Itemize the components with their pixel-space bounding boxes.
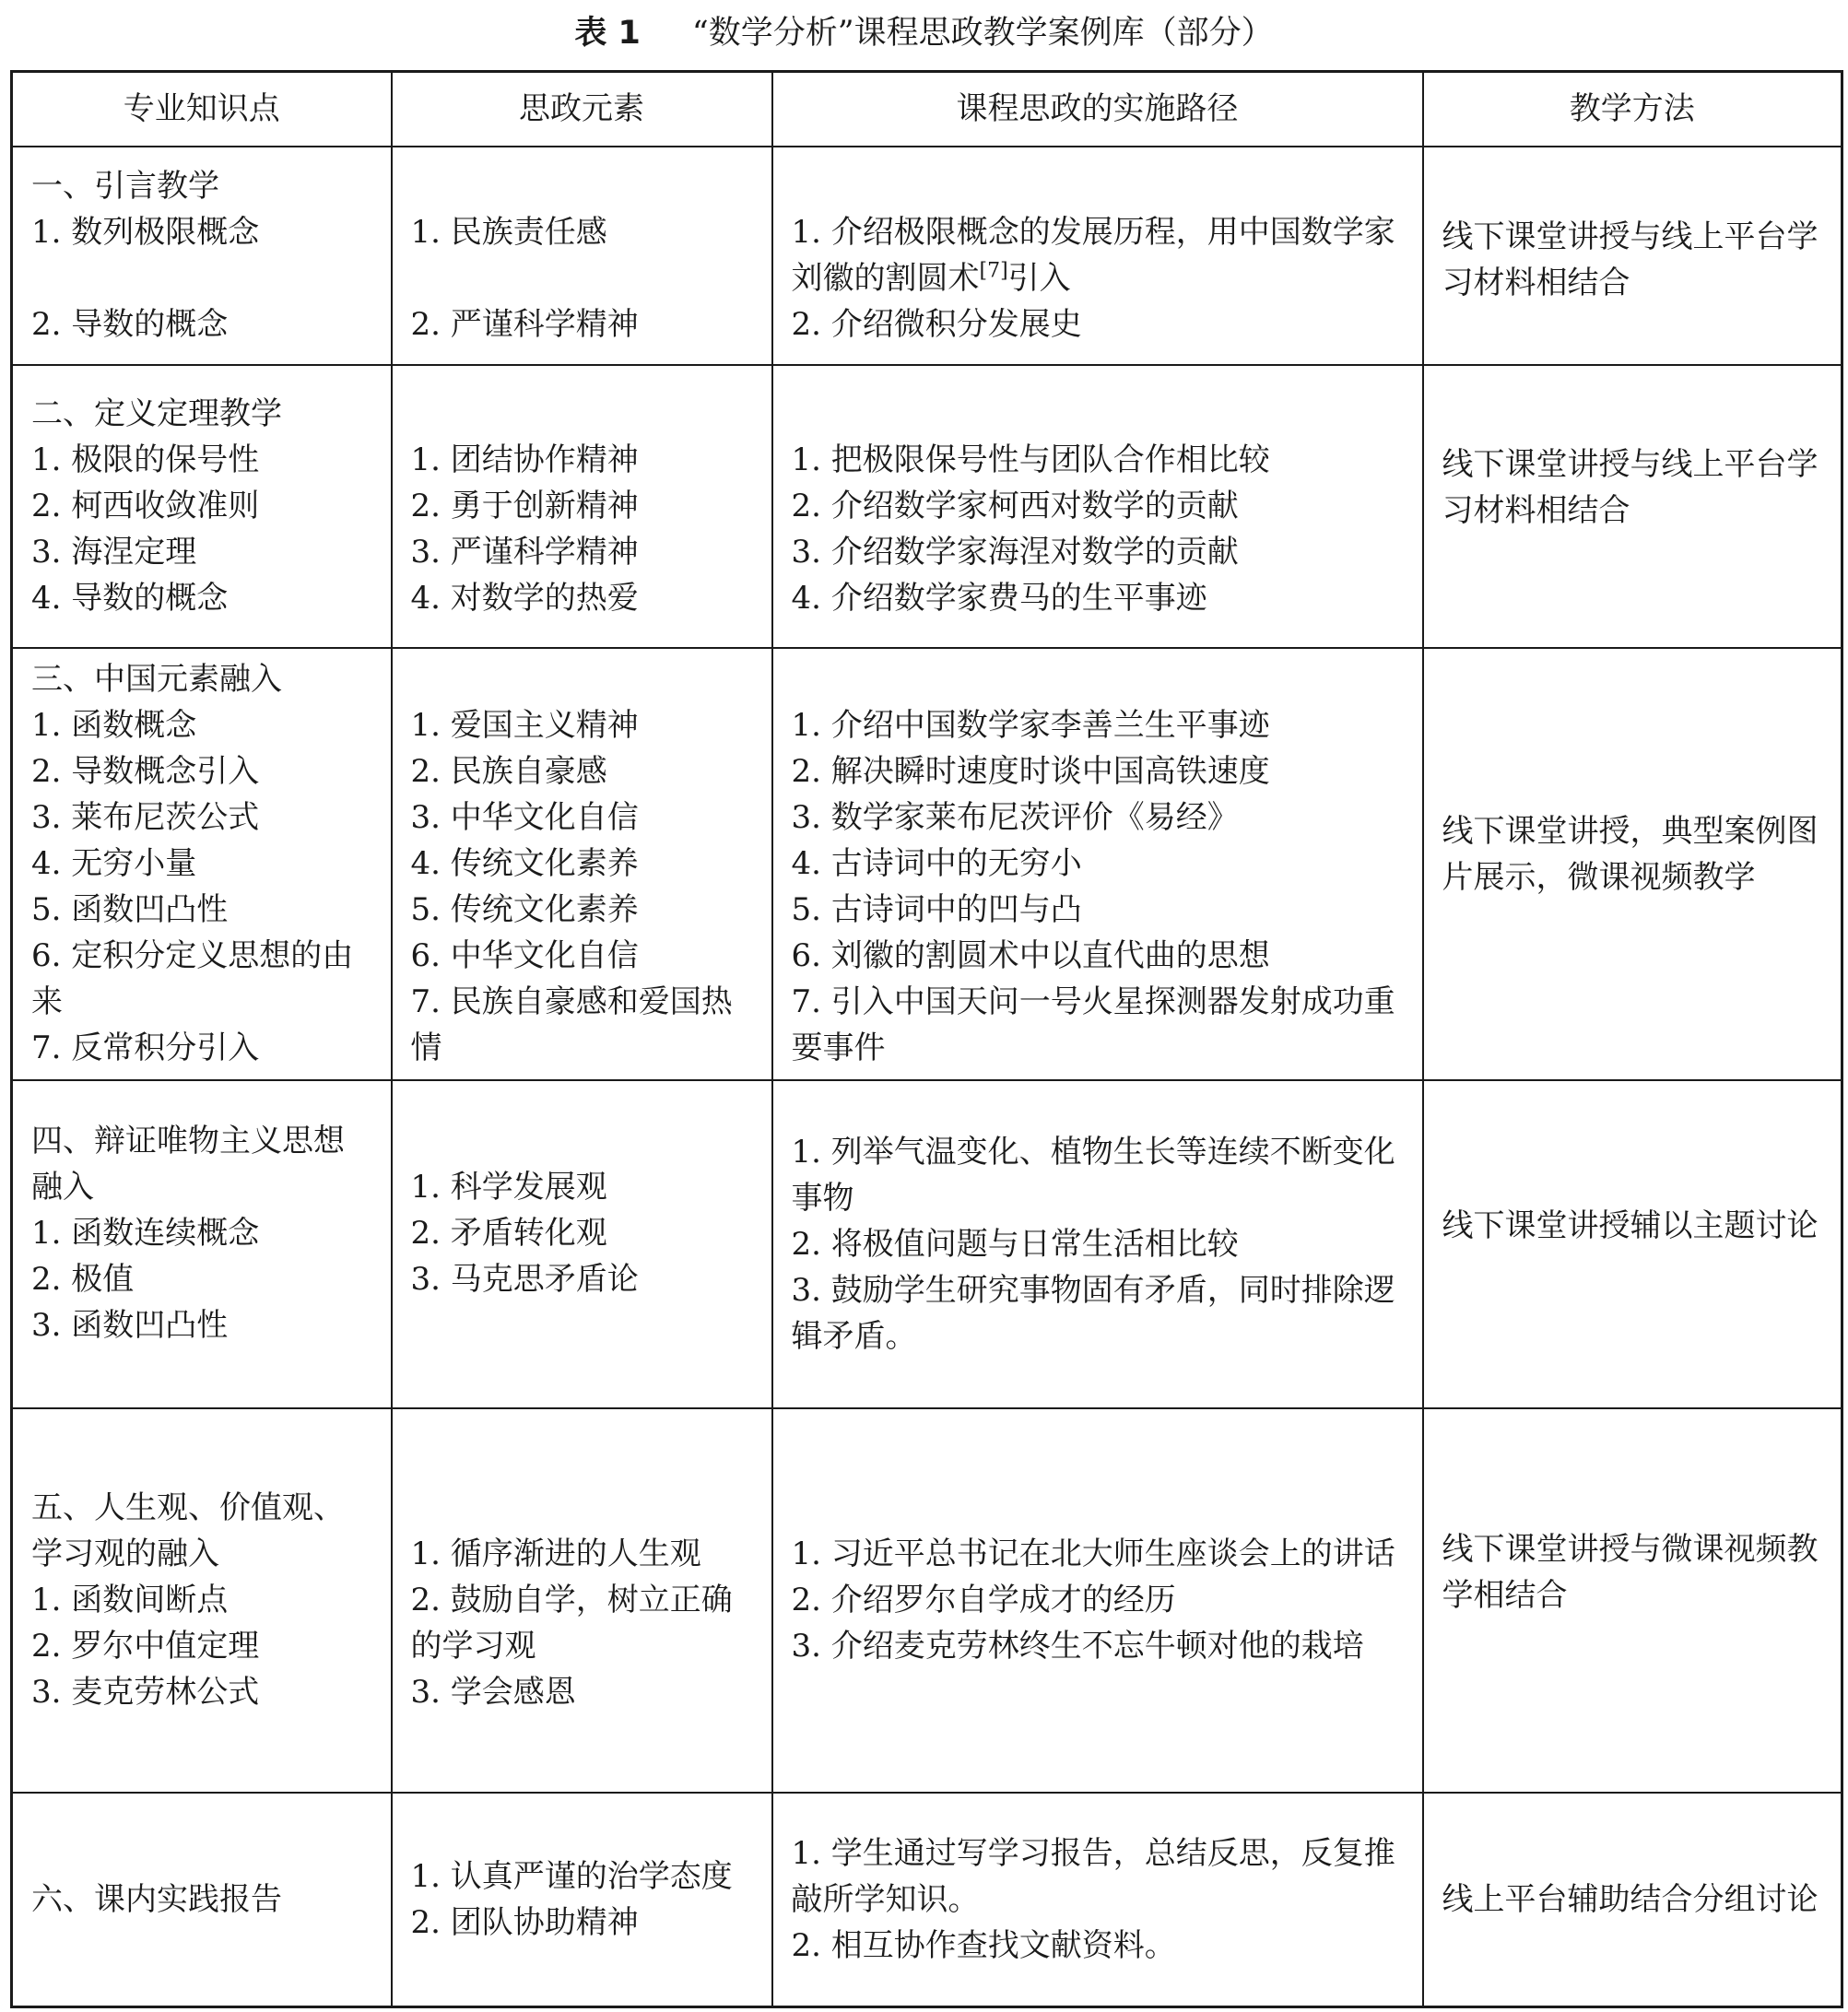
path-line: 6. 刘徽的割圆术中以直代曲的思想 [791,937,1270,974]
element-line: 2. 严谨科学精神 [410,306,639,343]
path-line: 3. 介绍数学家海涅对数学的贡献 [791,534,1239,571]
knowledge-line: 1. 数列极限概念 [31,214,260,251]
knowledge-line: 6. 定积分定义思想的由来 [31,937,354,1020]
path-line: 2. 介绍数学家柯西对数学的贡献 [791,488,1239,524]
path-line: 2. 将极值问题与日常生活相比较 [791,1225,1239,1263]
knowledge-line: 3. 函数凹凸性 [31,1306,229,1344]
header-row [12,72,1842,147]
element-line: 7. 民族自豪感和爱国热情 [410,983,733,1066]
knowledge-line: 六、课内实践报告 [31,1880,282,1918]
path-line: 4. 介绍数学家费马的生平事迹 [791,580,1207,617]
knowledge-cell [12,648,392,1080]
method-text: 线下课堂讲授，典型案例图片展示，微课视频教学 [1442,813,1819,896]
knowledge-line: 1. 函数间断点 [31,1582,229,1618]
table-row [12,147,1842,365]
element-line: 2. 民族自豪感 [410,753,607,790]
knowledge-line: 五、人生观、价值观、学习观的融入 [31,1489,345,1572]
method-cell [1423,365,1842,648]
method-cell [1423,1408,1842,1793]
citation-ref: [7] [979,259,1008,283]
knowledge-cell [12,147,392,365]
method-text: 线上平台辅助结合分组讨论 [1442,1880,1819,1918]
path-line: 7. 引入中国天问一号火星探测器发射成功重要事件 [791,983,1395,1066]
knowledge-line: 2. 导数概念引入 [31,753,260,790]
method-cell [1423,147,1842,365]
elements-cell [392,147,772,365]
knowledge-cell [12,1793,392,2007]
knowledge-line: 2. 导数的概念 [31,306,229,343]
knowledge-line: 四、辩证唯物主义思想融入 [31,1122,345,1206]
method-text: 线下课堂讲授与线上平台学习材料相结合 [1442,446,1819,529]
element-line: 5. 传统文化素养 [410,891,639,928]
element-line: 2. 矛盾转化观 [410,1214,607,1252]
knowledge-line: 2. 罗尔中值定理 [31,1628,260,1665]
paths-cell [772,1793,1423,2007]
paths-cell [772,648,1423,1080]
paths-cell [772,365,1423,648]
table-title: “数学分析”课程思政教学案例库（部分） [691,15,1274,52]
path-line: 3. 鼓励学生研究事物固有矛盾，同时排除逻辑矛盾。 [791,1271,1395,1355]
knowledge-line: 7. 反常积分引入 [31,1030,260,1066]
table-row [12,648,1842,1080]
table-row [12,365,1842,648]
path-line: 3. 介绍麦克劳林终生不忘牛顿对他的栽培 [791,1628,1364,1665]
knowledge-line: 3. 莱布尼茨公式 [31,799,260,836]
element-line: 3. 学会感恩 [410,1674,576,1711]
path-line: 1. 习近平总书记在北大师生座谈会上的讲话 [791,1535,1395,1572]
knowledge-line: 4. 导数的概念 [31,580,229,617]
path-line: 5. 古诗词中的凹与凸 [791,891,1082,928]
path-line: 1. 列举气温变化、植物生长等连续不断变化事物 [791,1133,1395,1217]
element-line: 2. 鼓励自学，树立正确的学习观 [410,1582,733,1665]
path-line: 1. 学生通过写学习报告，总结反思，反复推敲所学知识。 [791,1834,1395,1918]
header-knowledge: 专业知识点 [12,72,392,147]
knowledge-line: 1. 函数连续概念 [31,1214,260,1252]
path-line: 2. 相互协作查找文献资料。 [791,1926,1176,1964]
table-caption [0,7,1848,59]
element-line: 1. 循序渐进的人生观 [410,1535,701,1572]
knowledge-line: 二、定义定理教学 [31,395,282,432]
table-label: 表 1 [574,15,641,52]
path-line: 1. 介绍中国数学家李善兰生平事迹 [791,707,1270,744]
knowledge-cell [12,1408,392,1793]
path-line: 2. 介绍罗尔自学成才的经历 [791,1582,1176,1618]
element-line: 2. 勇于创新精神 [410,488,639,524]
knowledge-cell [12,365,392,648]
method-text: 线下课堂讲授与微课视频教学相结合 [1442,1531,1819,1614]
knowledge-line: 3. 麦克劳林公式 [31,1674,260,1711]
knowledge-line: 三、中国元素融入 [31,661,282,698]
header-method: 教学方法 [1423,72,1842,147]
elements-cell [392,365,772,648]
header-elements: 思政元素 [392,72,772,147]
method-text: 线下课堂讲授与线上平台学习材料相结合 [1442,218,1819,301]
path-line [792,163,1404,301]
paths-cell [772,1080,1423,1408]
knowledge-cell [12,1080,392,1408]
element-line: 1. 民族责任感 [410,214,607,251]
elements-cell [392,1080,772,1408]
element-line: 1. 科学发展观 [410,1168,607,1206]
table-row [12,1793,1842,2007]
path-line: 3. 数学家莱布尼茨评价《易经》 [791,799,1239,836]
case-library-table [10,70,1843,2008]
path-line: 2. 解决瞬时速度时谈中国高铁速度 [791,753,1270,790]
method-cell [1423,1793,1842,2007]
method-cell [1423,648,1842,1080]
knowledge-line: 5. 函数凹凸性 [31,891,229,928]
paths-cell [772,1408,1423,1793]
knowledge-line: 2. 极值 [31,1260,135,1298]
path-line: 4. 古诗词中的无穷小 [791,845,1082,882]
element-line: 6. 中华文化自信 [410,937,639,974]
elements-cell [392,648,772,1080]
path-line: 1. 把极限保号性与团队合作相比较 [791,441,1270,478]
knowledge-line: 1. 极限的保号性 [31,441,260,478]
element-line: 2. 团队协助精神 [410,1903,639,1941]
element-line: 3. 严谨科学精神 [410,534,639,571]
element-line: 4. 对数学的热爱 [410,580,639,617]
element-line: 3. 中华文化自信 [410,799,639,836]
method-text: 线下课堂讲授辅以主题讨论 [1442,1206,1819,1244]
table-row [12,1408,1842,1793]
knowledge-line: 1. 函数概念 [31,707,197,744]
method-cell [1423,1080,1842,1408]
table-row [12,1080,1842,1408]
knowledge-line: 4. 无穷小量 [31,845,197,882]
element-line: 1. 爱国主义精神 [410,707,639,744]
paths-cell [772,147,1423,365]
header-paths: 课程思政的实施路径 [772,72,1423,147]
element-line: 4. 传统文化素养 [410,845,639,882]
element-line: 1. 团结协作精神 [410,441,639,478]
elements-cell [392,1408,772,1793]
knowledge-line: 一、引言教学 [31,168,219,205]
elements-cell [392,1793,772,2007]
knowledge-line: 3. 海涅定理 [31,534,197,571]
path-line: 2. 介绍微积分发展史 [791,306,1082,343]
path-text-with-citation: 1. 介绍极限概念的发展历程，用中国数学家刘徽的割圆术[7]引入 [791,214,1395,297]
element-line: 1. 认真严谨的治学态度 [410,1857,733,1895]
element-line: 3. 马克思矛盾论 [410,1260,639,1298]
knowledge-line: 2. 柯西收敛准则 [31,488,260,524]
